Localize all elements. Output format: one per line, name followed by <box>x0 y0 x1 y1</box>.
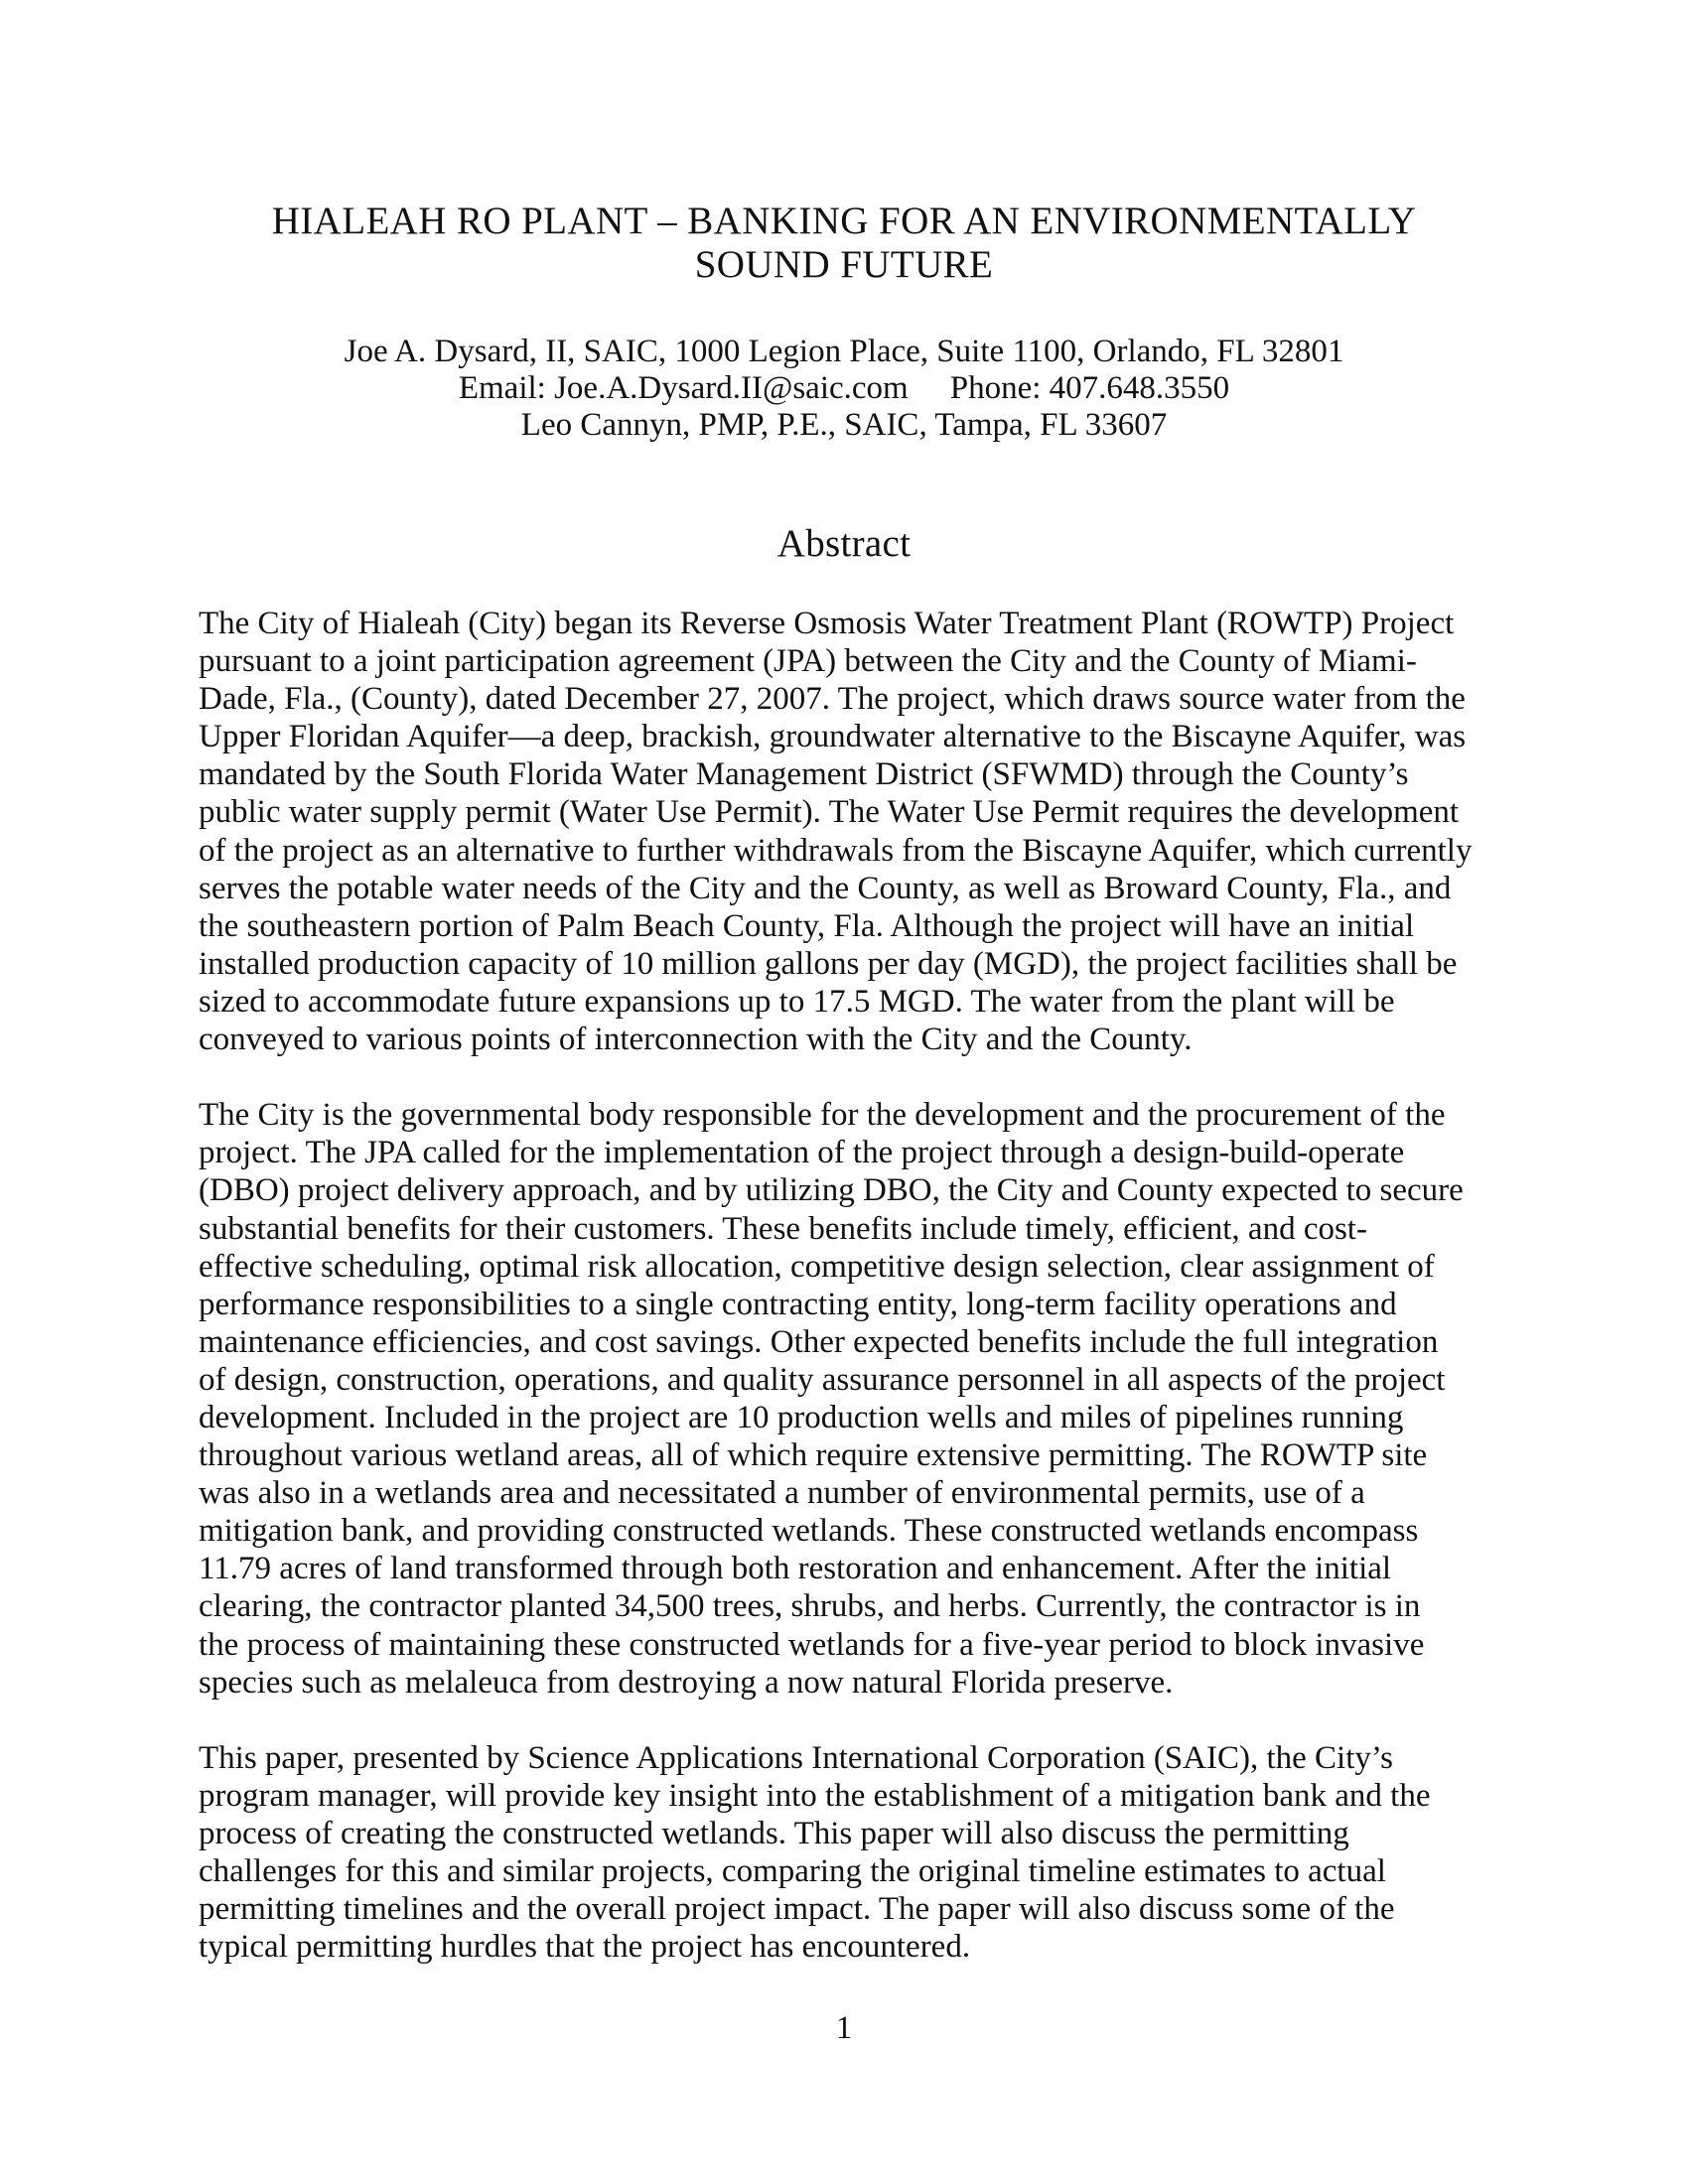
abstract-paragraph <box>199 1096 1509 1702</box>
author-phone: Phone: 407.648.3550 <box>949 370 1230 406</box>
text-line: process of creating the constructed wetlands. This paper will also discuss the permitting <box>199 1816 1349 1851</box>
text-line: serves the potable water needs of the City and the County, as well as Broward County, Fla., and <box>199 870 1452 906</box>
text-line: of design, construction, operations, and quality assurance personnel in all aspects of the project <box>199 1361 1446 1398</box>
text-line: conveyed to various points of interconnection with the City and the County. <box>199 1022 1193 1058</box>
page-number: 1 <box>835 2010 853 2046</box>
text-line: was also in a wetlands area and necessitated a number of environmental permits, use of a <box>199 1475 1365 1512</box>
text-line: effective scheduling, optimal risk allocation, competitive design selection, clear assignment of <box>199 1248 1435 1285</box>
text-line: substantial benefits for their customers. These benefits include timely, efficient, and cost- <box>199 1210 1367 1247</box>
text-line: typical permitting hurdles that the project has encountered. <box>199 1929 971 1966</box>
text-line: challenges for this and similar projects, comparing the original timeline estimates to actual <box>199 1853 1386 1890</box>
abstract-heading: Abstract <box>776 522 912 565</box>
abstract-paragraph <box>199 1739 1509 1967</box>
author-block <box>0 334 1688 444</box>
text-line: The City of Hialeah (City) began its Reverse Osmosis Water Treatment Plant (ROWTP) Project <box>199 606 1455 641</box>
text-line: permitting timelines and the overall project impact. The paper will also discuss some of the <box>199 1891 1395 1928</box>
text-line: the southeastern portion of Palm Beach County, Fla. Although the project will have an initial <box>199 907 1415 944</box>
author-affiliation-primary: Joe A. Dysard, II, SAIC, 1000 Legion Place, Suite 1100, Orlando, FL 32801 <box>344 334 1344 369</box>
abstract-paragraph <box>199 605 1509 1058</box>
text-line: Upper Floridan Aquifer—a deep, brackish, groundwater alternative to the Biscayne Aquifer, was <box>199 719 1467 755</box>
text-line: 11.79 acres of land transformed through both restoration and enhancement. After the initial <box>199 1551 1392 1587</box>
text-line: species such as melaleuca from destroying a now natural Florida preserve. <box>199 1664 1174 1701</box>
text-line: pursuant to a joint participation agreement (JPA) between the City and the County of Miami- <box>199 643 1417 680</box>
text-line: program manager, will provide key insight into the establishment of a mitigation bank and the <box>199 1777 1431 1814</box>
text-line: (DBO) project delivery approach, and by utilizing DBO, the City and County expected to secure <box>199 1172 1464 1209</box>
text-line: clearing, the contractor planted 34,500 trees, shrubs, and herbs. Currently, the contractor is in <box>199 1588 1421 1625</box>
title-line: SOUND FUTURE <box>694 243 994 286</box>
text-line: development. Included in the project are 10 production wells and miles of pipelines running <box>199 1399 1404 1435</box>
author-affiliation-secondary: Leo Cannyn, PMP, P.E., SAIC, Tampa, FL 33607 <box>520 407 1168 443</box>
text-line: the process of maintaining these constructed wetlands for a five-year period to block invasive <box>199 1626 1425 1663</box>
title-line: HIALEAH RO PLANT – BANKING FOR AN ENVIRONMENTALLY <box>271 200 1417 242</box>
text-line: Dade, Fla., (County), dated December 27, 2007. The project, which draws source water from the <box>199 681 1466 718</box>
text-line: sized to accommodate future expansions up to 17.5 MGD. The water from the plant will be <box>199 983 1395 1020</box>
abstract-body <box>199 605 1509 2003</box>
author-contact-line <box>0 370 1688 407</box>
text-line: performance responsibilities to a single contracting entity, long-term facility operations and <box>199 1286 1397 1322</box>
text-line: throughout various wetland areas, all of which require extensive permitting. The ROWTP site <box>199 1437 1428 1474</box>
text-line: This paper, presented by Science Applications International Corporation (SAIC), the City’s <box>199 1739 1393 1776</box>
paper-title <box>0 200 1688 287</box>
text-line: The City is the governmental body responsible for the development and the procurement of the <box>199 1097 1446 1134</box>
text-line: of the project as an alternative to further withdrawals from the Biscayne Aquifer, which currently <box>199 832 1473 869</box>
text-line: installed production capacity of 10 million gallons per day (MGD), the project facilities shall be <box>199 945 1458 982</box>
author-email: Email: Joe.A.Dysard.II@saic.com <box>458 370 909 406</box>
text-line: public water supply permit (Water Use Permit). The Water Use Permit requires the development <box>199 794 1460 831</box>
text-line: mandated by the South Florida Water Management District (SFWMD) through the County’s <box>199 756 1409 793</box>
text-line: mitigation bank, and providing constructed wetlands. These constructed wetlands encompass <box>199 1513 1419 1550</box>
text-line: project. The JPA called for the implementation of the project through a design-build-operate <box>199 1135 1405 1171</box>
text-line: maintenance efficiencies, and cost savings. Other expected benefits include the full integration <box>199 1323 1439 1360</box>
